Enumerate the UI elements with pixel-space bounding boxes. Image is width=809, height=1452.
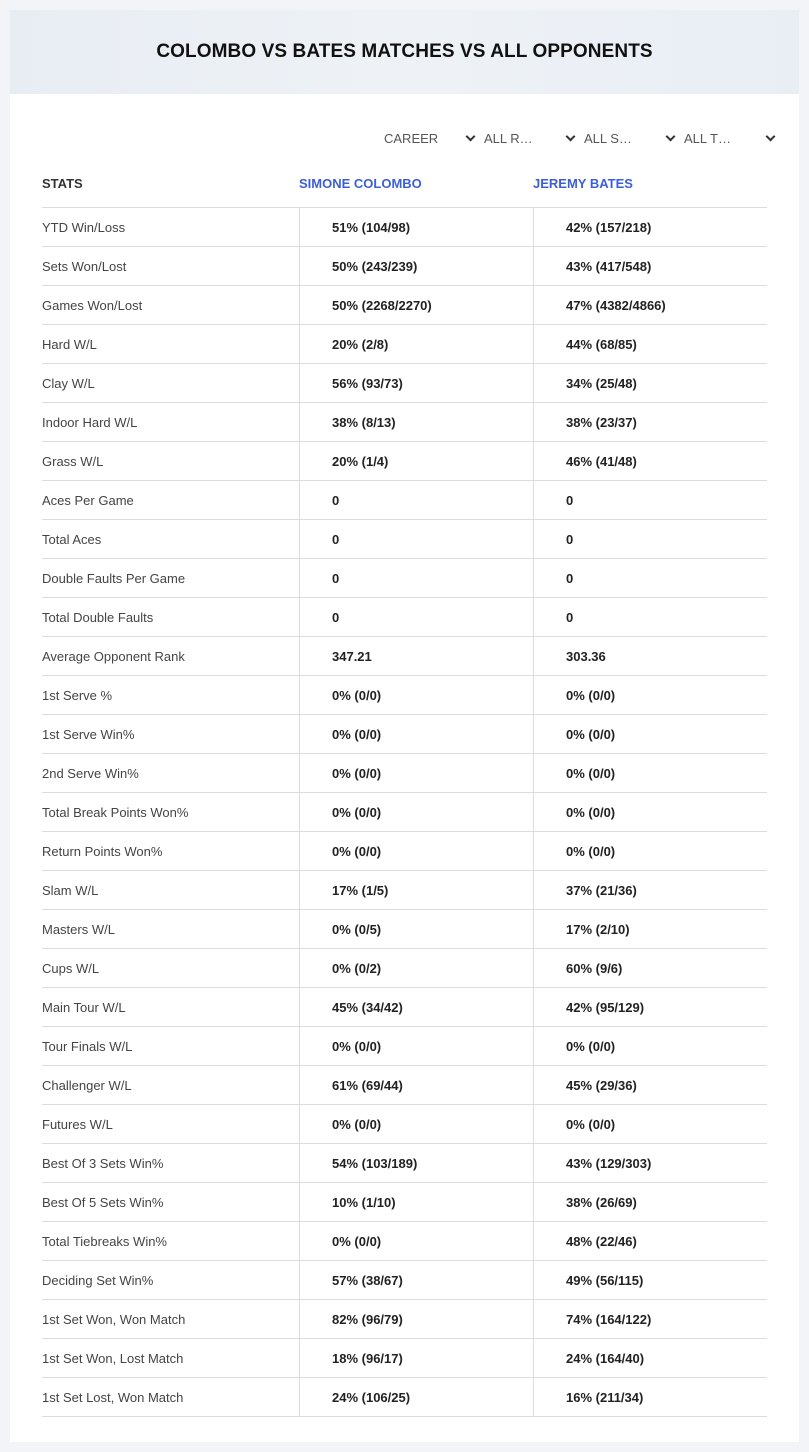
stats-column-header: STATS xyxy=(42,176,83,191)
player1-value: 0% (0/0) xyxy=(299,754,533,792)
stat-label: Games Won/Lost xyxy=(42,297,143,313)
table-row xyxy=(42,871,767,910)
player1-value: 0% (0/0) xyxy=(299,832,533,870)
tournament-select-label: ALL T… xyxy=(684,130,731,146)
player1-value: 61% (69/44) xyxy=(299,1066,533,1104)
player2-value: 17% (2/10) xyxy=(533,910,767,948)
player1-value: 20% (1/4) xyxy=(299,442,533,480)
stat-label: 1st Serve % xyxy=(42,687,113,703)
table-row xyxy=(42,1183,767,1222)
table-row xyxy=(42,559,767,598)
card-header xyxy=(10,10,799,94)
filter-bar xyxy=(384,126,784,150)
stat-label: Masters W/L xyxy=(42,921,115,937)
stat-label: Best Of 5 Sets Win% xyxy=(42,1194,164,1210)
stat-label: Indoor Hard W/L xyxy=(42,414,138,430)
player2-value: 42% (157/218) xyxy=(533,208,767,246)
player2-value: 0 xyxy=(533,598,767,636)
stat-label: Average Opponent Rank xyxy=(42,648,185,664)
table-row xyxy=(42,247,767,286)
player1-value: 0% (0/0) xyxy=(299,1222,533,1260)
table-row xyxy=(42,598,767,637)
table-row xyxy=(42,988,767,1027)
player1-value: 50% (243/239) xyxy=(299,247,533,285)
player1-column-header[interactable]: SIMONE COLOMBO xyxy=(299,176,422,191)
stat-label: Deciding Set Win% xyxy=(42,1272,154,1288)
player1-value: 0% (0/0) xyxy=(299,1027,533,1065)
table-row xyxy=(42,1261,767,1300)
player2-value: 0% (0/0) xyxy=(533,1027,767,1065)
table-row xyxy=(42,208,767,247)
player2-value: 49% (56/115) xyxy=(533,1261,767,1299)
player1-value: 0 xyxy=(299,481,533,519)
player1-value: 0% (0/0) xyxy=(299,715,533,753)
player1-value: 0% (0/0) xyxy=(299,676,533,714)
player2-value: 0% (0/0) xyxy=(533,676,767,714)
player1-value: 347.21 xyxy=(299,637,533,675)
stat-label: Total Double Faults xyxy=(42,609,154,625)
table-row xyxy=(42,754,767,793)
surface-select[interactable] xyxy=(584,126,684,150)
table-row xyxy=(42,1144,767,1183)
player2-value: 44% (68/85) xyxy=(533,325,767,363)
stat-label: Grass W/L xyxy=(42,453,104,469)
player1-value: 0% (0/5) xyxy=(299,910,533,948)
player1-value: 0% (0/0) xyxy=(299,793,533,831)
player1-value: 24% (106/25) xyxy=(299,1378,533,1416)
stat-label: Total Tiebreaks Win% xyxy=(42,1233,167,1249)
player2-value: 74% (164/122) xyxy=(533,1300,767,1338)
player2-value: 46% (41/48) xyxy=(533,442,767,480)
round-select-label: ALL R… xyxy=(484,130,533,146)
stat-label: 1st Serve Win% xyxy=(42,726,135,742)
table-row xyxy=(42,325,767,364)
player2-value: 0% (0/0) xyxy=(533,754,767,792)
player2-value: 48% (22/46) xyxy=(533,1222,767,1260)
table-row xyxy=(42,637,767,676)
page-title: COLOMBO VS BATES MATCHES VS ALL OPPONENTS xyxy=(156,41,653,62)
player2-value: 303.36 xyxy=(533,637,767,675)
stat-label: 2nd Serve Win% xyxy=(42,765,139,781)
player2-value: 38% (23/37) xyxy=(533,403,767,441)
stat-label: Total Aces xyxy=(42,531,102,547)
player1-value: 82% (96/79) xyxy=(299,1300,533,1338)
player1-value: 50% (2268/2270) xyxy=(299,286,533,324)
stat-label: Best Of 3 Sets Win% xyxy=(42,1155,164,1171)
table-row xyxy=(42,910,767,949)
table-row xyxy=(42,793,767,832)
table-row xyxy=(42,1300,767,1339)
table-row xyxy=(42,832,767,871)
player1-value: 51% (104/98) xyxy=(299,208,533,246)
stat-label: Futures W/L xyxy=(42,1116,113,1132)
player1-value: 0 xyxy=(299,520,533,558)
player2-value: 43% (417/548) xyxy=(533,247,767,285)
player2-value: 0% (0/0) xyxy=(533,832,767,870)
player1-value: 18% (96/17) xyxy=(299,1339,533,1377)
player1-value: 0% (0/0) xyxy=(299,1105,533,1143)
table-row xyxy=(42,1027,767,1066)
table-row xyxy=(42,1378,767,1417)
chevron-down-icon xyxy=(766,132,776,142)
stat-label: Aces Per Game xyxy=(42,492,134,508)
stat-label: 1st Set Lost, Won Match xyxy=(42,1389,184,1405)
player2-value: 42% (95/129) xyxy=(533,988,767,1026)
stat-label: Hard W/L xyxy=(42,336,97,352)
stat-label: Challenger W/L xyxy=(42,1077,132,1093)
chevron-down-icon xyxy=(666,132,676,142)
player1-value: 45% (34/42) xyxy=(299,988,533,1026)
stat-label: Total Break Points Won% xyxy=(42,804,189,820)
table-row xyxy=(42,403,767,442)
stat-label: Cups W/L xyxy=(42,960,100,976)
table-row xyxy=(42,715,767,754)
stat-label: 1st Set Won, Won Match xyxy=(42,1311,186,1327)
table-row xyxy=(42,520,767,559)
round-select[interactable] xyxy=(484,126,584,150)
player2-value: 24% (164/40) xyxy=(533,1339,767,1377)
player2-value: 43% (129/303) xyxy=(533,1144,767,1182)
player2-value: 0 xyxy=(533,481,767,519)
chevron-down-icon xyxy=(566,132,576,142)
table-row xyxy=(42,442,767,481)
table-row xyxy=(42,1339,767,1378)
stats-table xyxy=(42,160,767,1417)
table-row xyxy=(42,1222,767,1261)
stats-card xyxy=(10,10,799,1442)
player1-value: 54% (103/189) xyxy=(299,1144,533,1182)
player1-value: 0% (0/2) xyxy=(299,949,533,987)
stat-label: Clay W/L xyxy=(42,375,95,391)
stat-label: Double Faults Per Game xyxy=(42,570,186,586)
table-row xyxy=(42,286,767,325)
table-header xyxy=(42,160,767,208)
player2-value: 0% (0/0) xyxy=(533,1105,767,1143)
player2-value: 16% (211/34) xyxy=(533,1378,767,1416)
table-row xyxy=(42,1066,767,1105)
player1-value: 0 xyxy=(299,598,533,636)
tournament-select[interactable] xyxy=(684,126,784,150)
player2-value: 34% (25/48) xyxy=(533,364,767,402)
player2-value: 37% (21/36) xyxy=(533,871,767,909)
player2-value: 0 xyxy=(533,559,767,597)
table-row xyxy=(42,949,767,988)
surface-select-label: ALL S… xyxy=(584,130,632,146)
player2-value: 0% (0/0) xyxy=(533,793,767,831)
player2-column-header[interactable]: JEREMY BATES xyxy=(533,176,633,191)
chevron-down-icon xyxy=(466,132,476,142)
player1-value: 20% (2/8) xyxy=(299,325,533,363)
table-row xyxy=(42,676,767,715)
player2-value: 47% (4382/4866) xyxy=(533,286,767,324)
table-body xyxy=(42,208,767,1417)
stat-label: Sets Won/Lost xyxy=(42,258,127,274)
period-select[interactable] xyxy=(384,126,484,150)
table-row xyxy=(42,481,767,520)
player1-value: 38% (8/13) xyxy=(299,403,533,441)
player1-value: 56% (93/73) xyxy=(299,364,533,402)
stat-label: Main Tour W/L xyxy=(42,999,126,1015)
period-select-label: CAREER xyxy=(384,130,439,146)
player2-value: 38% (26/69) xyxy=(533,1183,767,1221)
player2-value: 0 xyxy=(533,520,767,558)
player2-value: 0% (0/0) xyxy=(533,715,767,753)
player2-value: 60% (9/6) xyxy=(533,949,767,987)
stat-label: YTD Win/Loss xyxy=(42,219,126,235)
stat-label: Slam W/L xyxy=(42,882,99,898)
player1-value: 10% (1/10) xyxy=(299,1183,533,1221)
player1-value: 17% (1/5) xyxy=(299,871,533,909)
player1-value: 0 xyxy=(299,559,533,597)
table-row xyxy=(42,1105,767,1144)
stat-label: Return Points Won% xyxy=(42,843,163,859)
player2-value: 45% (29/36) xyxy=(533,1066,767,1104)
player1-value: 57% (38/67) xyxy=(299,1261,533,1299)
stat-label: Tour Finals W/L xyxy=(42,1038,133,1054)
stat-label: 1st Set Won, Lost Match xyxy=(42,1350,184,1366)
table-row xyxy=(42,364,767,403)
